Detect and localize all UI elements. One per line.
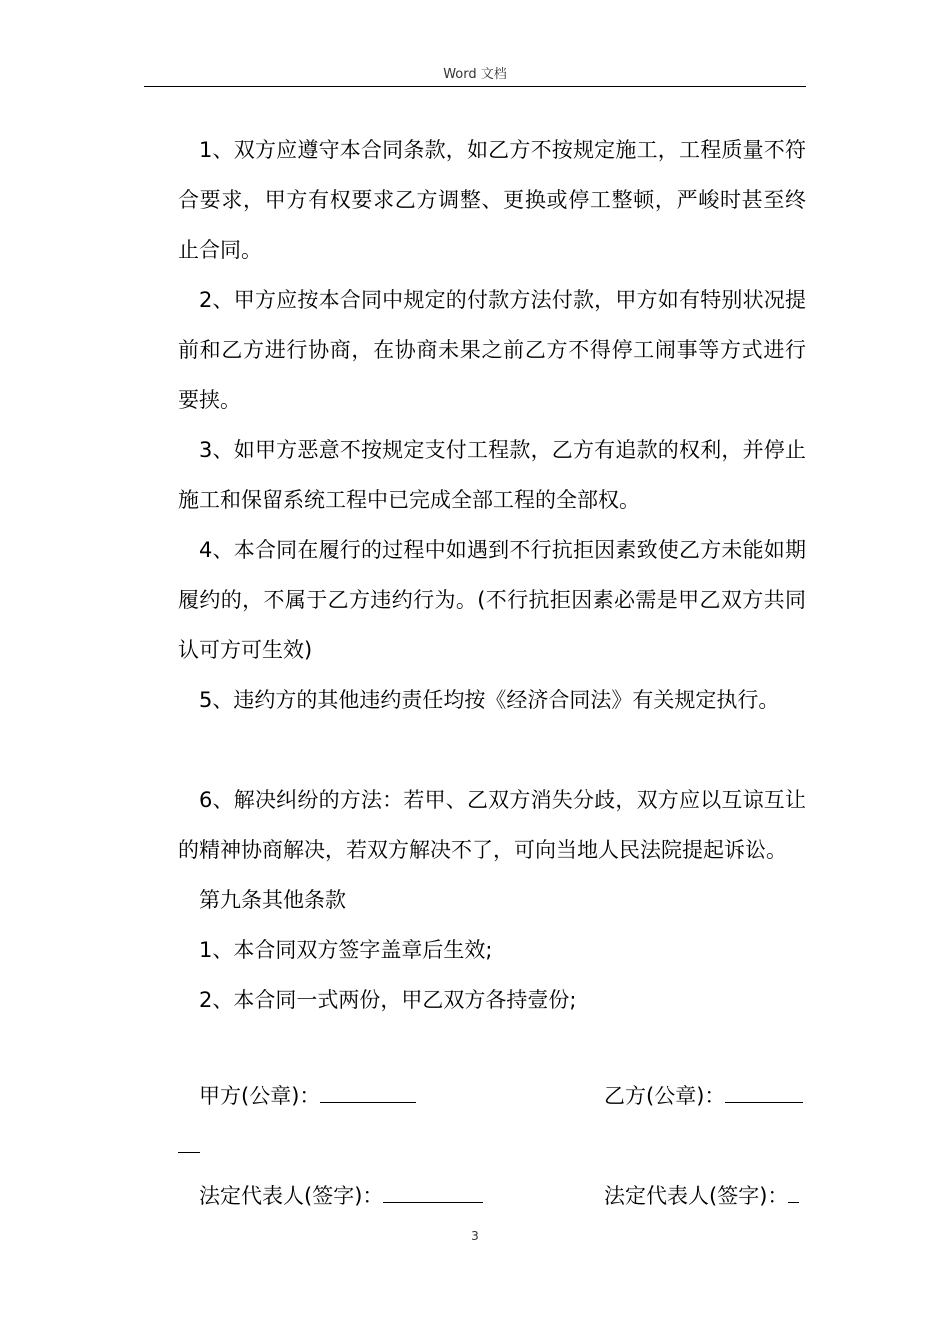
party-a-seal-blank[interactable] bbox=[320, 1082, 416, 1103]
party-a-seal-label: 甲方(公章)： bbox=[199, 1084, 321, 1108]
party-b-seal-line bbox=[604, 1071, 803, 1121]
party-b-seal-blank[interactable] bbox=[725, 1082, 803, 1103]
party-b-rep-blank[interactable] bbox=[788, 1182, 799, 1203]
page-header-title: Word 文档 bbox=[443, 67, 507, 82]
article-9-heading: 第九条其他条款 bbox=[199, 888, 346, 912]
party-a-seal-line bbox=[199, 1071, 416, 1121]
article-9-clause-1: 1、本合同双方签字盖章后生效; bbox=[199, 938, 493, 962]
clause-5-paragraph: 5、违约方的其他违约责任均按《经济合同法》有关规定执行。 bbox=[199, 688, 780, 712]
page-number: 3 bbox=[471, 1229, 479, 1243]
party-b-rep-label: 法定代表人(签字)： bbox=[604, 1184, 789, 1208]
party-a-rep-line bbox=[199, 1171, 483, 1221]
party-b-seal-blank-continued[interactable] bbox=[178, 1132, 200, 1153]
party-b-seal-blank-wrap bbox=[178, 1121, 200, 1171]
clause-1-paragraph: 1、双方应遵守本合同条款，如乙方不按规定施工，工程质量不符合要求，甲方有权要求乙方调整、更换或停工整顿，严峻时甚至终止合同。 bbox=[178, 138, 806, 262]
clause-3-paragraph: 3、如甲方恶意不按规定支付工程款，乙方有追款的权利，并停止施工和保留系统工程中已完成全部工程的全部权。 bbox=[178, 438, 806, 512]
party-b-rep-line bbox=[604, 1171, 799, 1221]
header-divider bbox=[144, 86, 806, 87]
document-body bbox=[178, 125, 806, 1025]
clause-2-paragraph: 2、甲方应按本合同中规定的付款方法付款，甲方如有特别状况提前和乙方进行协商，在协商未果之前乙方不得停工闹事等方式进行要挟。 bbox=[178, 288, 806, 412]
party-b-seal-label: 乙方(公章)： bbox=[604, 1084, 726, 1108]
clause-4-paragraph: 4、本合同在履行的过程中如遇到不行抗拒因素致使乙方未能如期履约的，不属于乙方违约行为。(不行抗拒因素必需是甲乙双方共同认可方可生效) bbox=[178, 538, 806, 662]
party-a-rep-label: 法定代表人(签字)： bbox=[199, 1184, 384, 1208]
article-9-clause-2: 2、本合同一式两份，甲乙双方各持壹份; bbox=[199, 988, 577, 1012]
clause-6-paragraph: 6、解决纠纷的方法：若甲、乙双方消失分歧，双方应以互谅互让的精神协商解决，若双方解决不了，可向当地人民法院提起诉讼。 bbox=[178, 788, 806, 862]
party-a-rep-blank[interactable] bbox=[383, 1182, 483, 1203]
